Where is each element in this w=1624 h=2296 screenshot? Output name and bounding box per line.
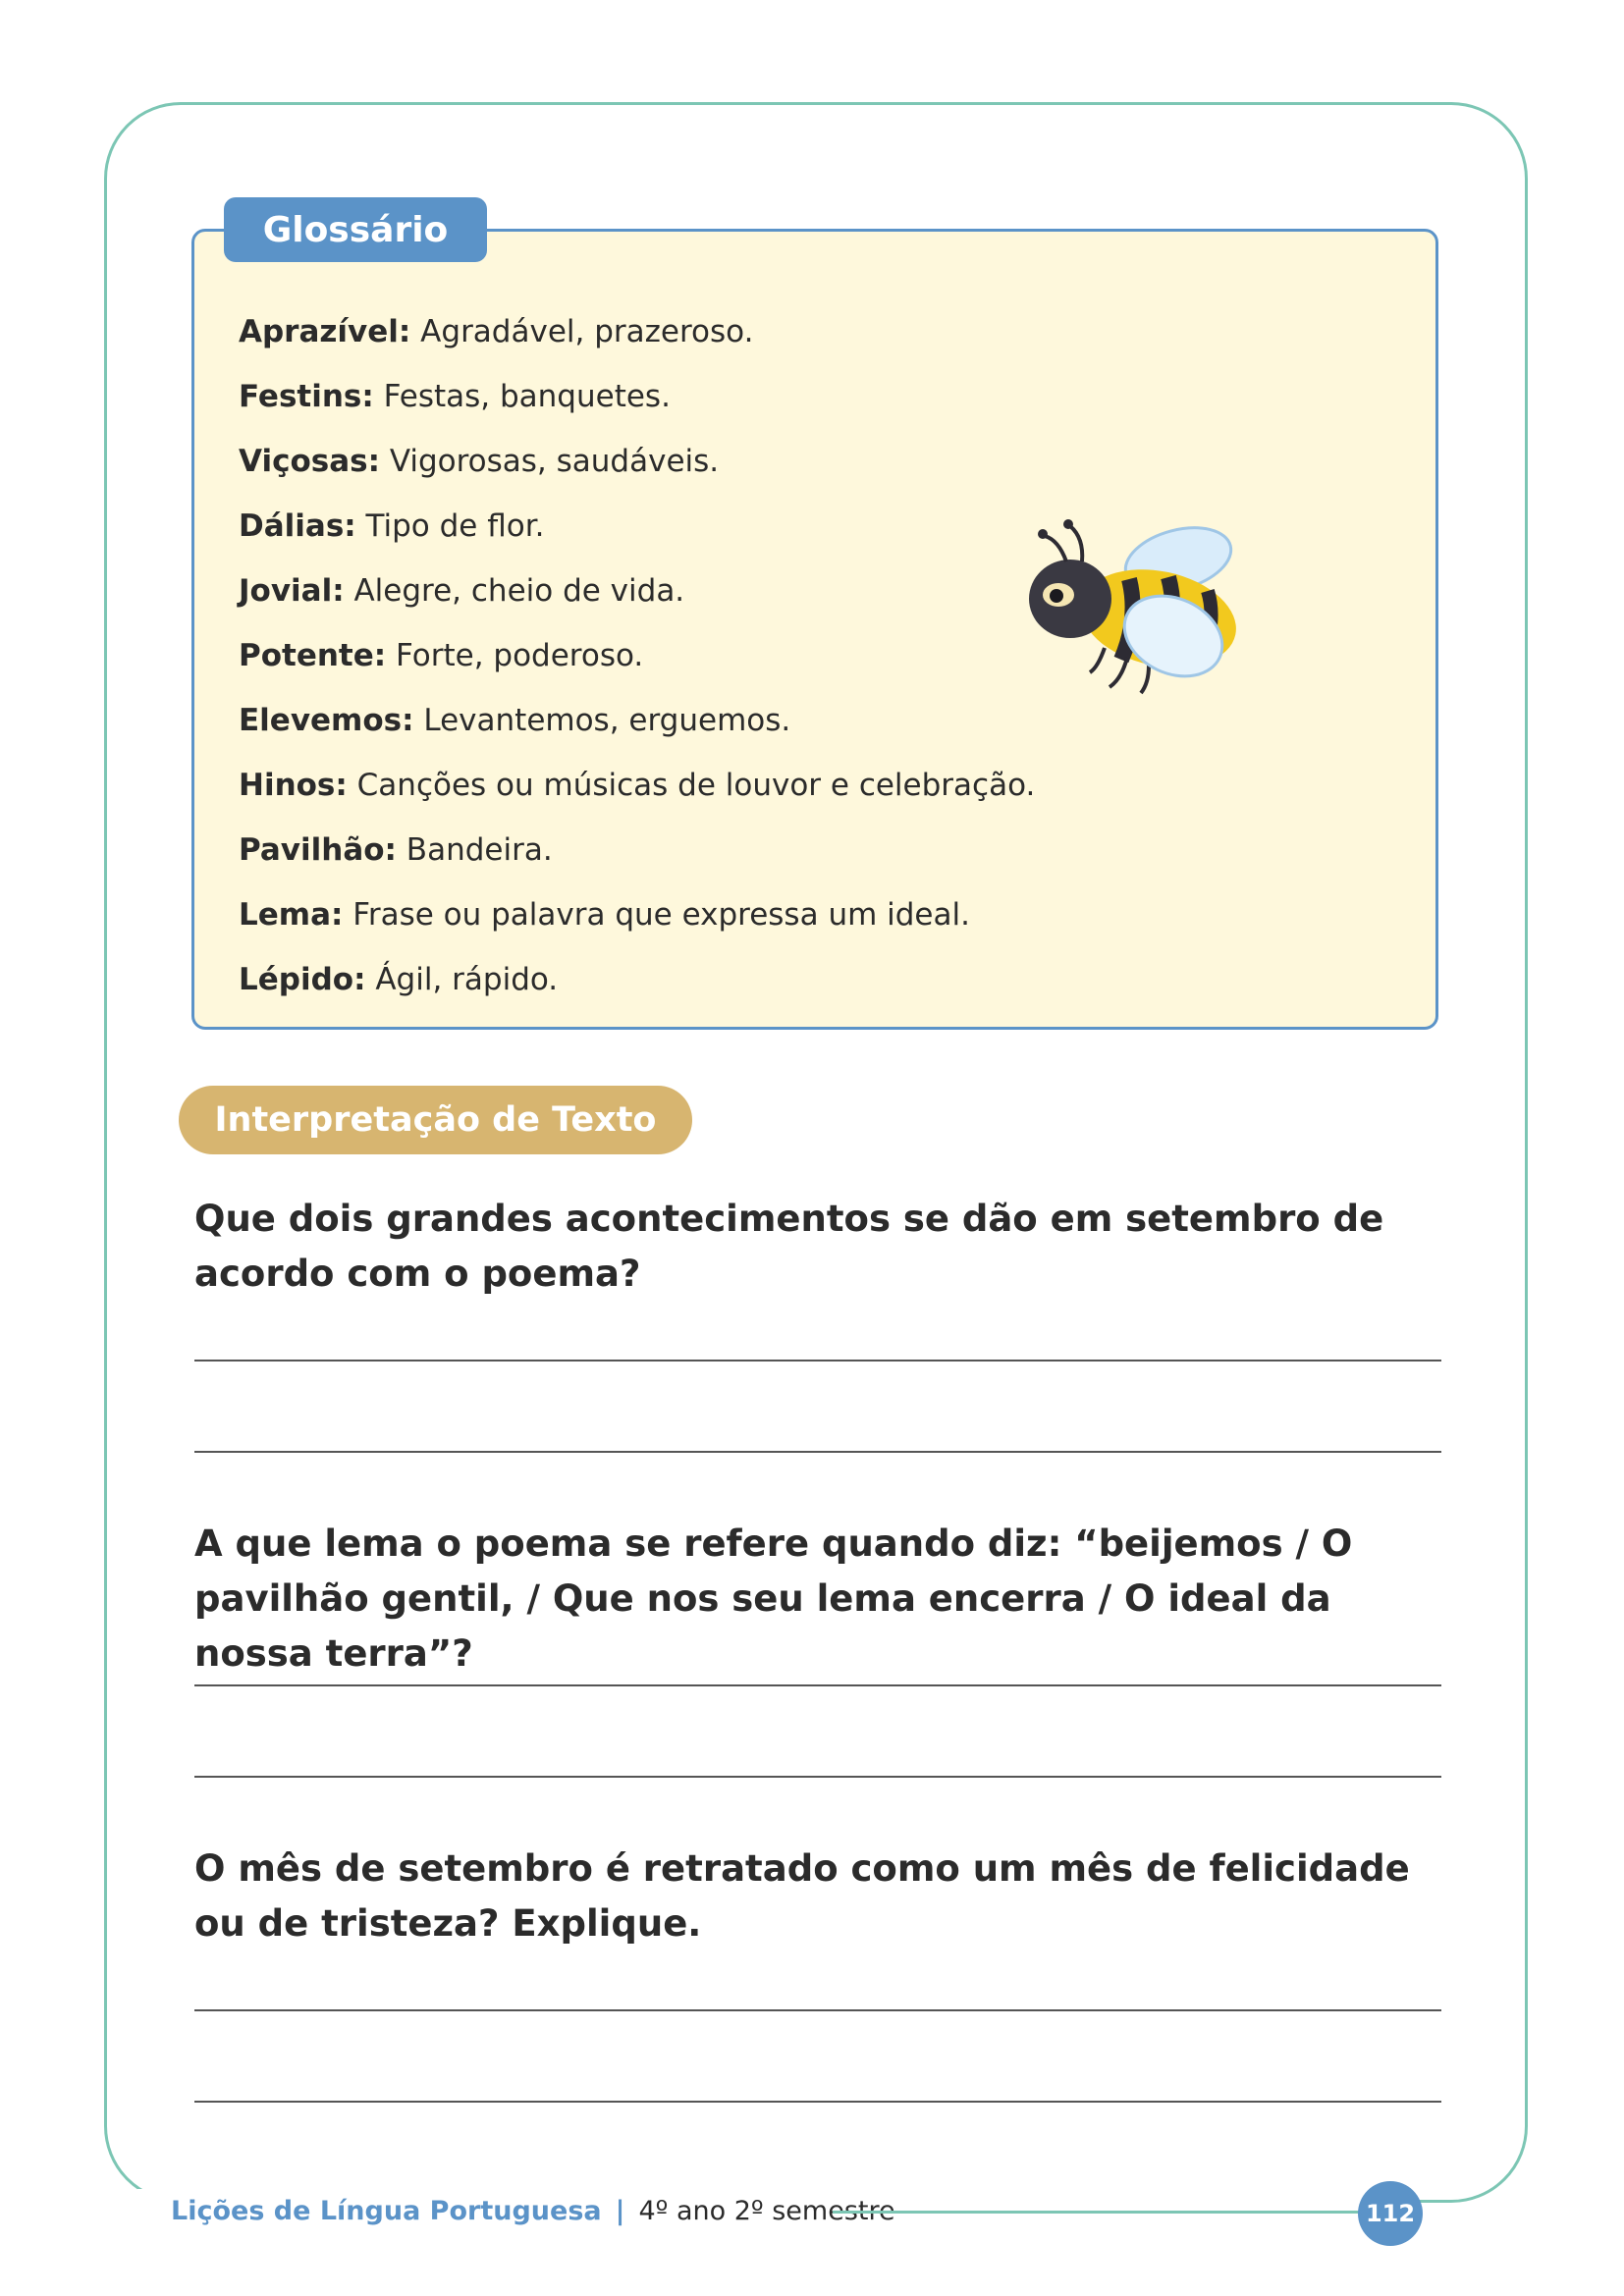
glossary-term: Hinos:	[239, 768, 348, 803]
grade-label: 4º ano 2º semestre	[638, 2195, 895, 2226]
footer-rule	[833, 2211, 1363, 2214]
glossary-term: Dálias:	[239, 508, 356, 544]
glossary-entry	[239, 947, 1035, 1012]
answer-line-1b[interactable]	[194, 1451, 1441, 1453]
glossary-term: Jovial:	[239, 573, 345, 609]
glossary-entry	[239, 559, 1035, 623]
glossary-term: Potente:	[239, 638, 387, 673]
glossary-term: Elevemos:	[239, 703, 414, 738]
glossary-entry	[239, 364, 1035, 429]
glossary-entry	[239, 299, 1035, 364]
glossary-term: Lépido:	[239, 962, 366, 997]
glossary-term: Viçosas:	[239, 444, 380, 479]
glossary-definition: Forte, poderoso.	[386, 638, 644, 673]
question-3: O mês de setembro é retratado como um mês de felicidade ou de tristeza? Explique.	[194, 1847, 1410, 1945]
glossary-entry	[239, 882, 1035, 947]
glossary-definition: Tipo de flor.	[355, 508, 545, 544]
glossary-term: Aprazível:	[239, 314, 411, 349]
glossary-definition: Levantemos, erguemos.	[413, 703, 791, 738]
footer-separator: |	[615, 2195, 625, 2226]
glossary-definition: Ágil, rápido.	[365, 962, 559, 997]
footer	[171, 2191, 895, 2230]
answer-line-1a[interactable]	[194, 1360, 1441, 1362]
glossary-term: Pavilhão:	[239, 832, 397, 868]
glossary-term: Festins:	[239, 379, 374, 414]
glossary-term: Lema:	[239, 897, 344, 933]
glossary-entry	[239, 623, 1035, 688]
glossary-definition: Festas, banquetes.	[373, 379, 671, 414]
glossary-definition: Alegre, cheio de vida.	[344, 573, 685, 609]
book-title: Lições de Língua Portuguesa	[171, 2195, 602, 2226]
glossary-entry	[239, 818, 1035, 882]
glossary-entry	[239, 494, 1035, 559]
glossary-list	[239, 299, 1035, 1012]
glossary-entry	[239, 429, 1035, 494]
glossary-entry	[239, 753, 1035, 818]
bee-icon	[1011, 510, 1286, 707]
answer-line-2a[interactable]	[194, 1684, 1441, 1686]
question-1: Que dois grandes acontecimentos se dão em setembro de acordo com o poema?	[194, 1198, 1384, 1295]
glossary-definition: Bandeira.	[396, 832, 553, 868]
glossary-definition: Vigorosas, saudáveis.	[379, 444, 720, 479]
question-2: A que lema o poema se refere quando diz: “beijemos / O pavilhão gentil, / Que nos seu lema encerra / O ideal da nossa terra”?	[194, 1522, 1353, 1675]
page-number: 112	[1358, 2181, 1423, 2246]
glossary-definition: Frase ou palavra que expressa um ideal.	[343, 897, 970, 933]
interpretation-title: Interpretação de Texto	[179, 1086, 692, 1154]
glossary-title: Glossário	[224, 197, 487, 262]
glossary-entry	[239, 688, 1035, 753]
answer-line-3a[interactable]	[194, 2009, 1441, 2011]
answer-line-2b[interactable]	[194, 1776, 1441, 1778]
glossary-definition: Canções ou músicas de louvor e celebração.	[347, 768, 1036, 803]
glossary-definition: Agradável, prazeroso.	[410, 314, 754, 349]
answer-line-3b[interactable]	[194, 2101, 1441, 2103]
